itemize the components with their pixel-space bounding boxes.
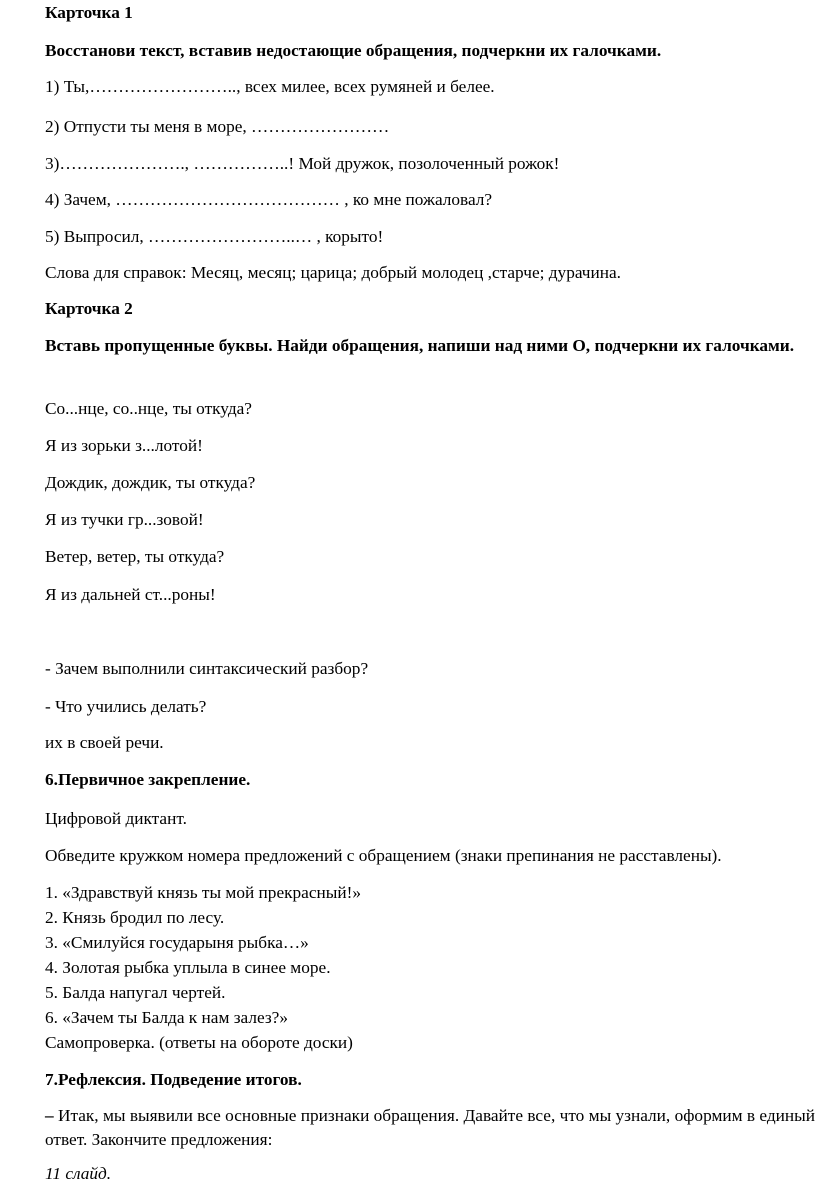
question-3: их в своей речи. bbox=[45, 733, 164, 752]
sentence-4: 4. Золотая рыбка уплыла в синее море. bbox=[45, 958, 331, 977]
card1-hint: Слова для справок: Месяц, месяц; царица; добрый молодец ,старче; дурачина. bbox=[45, 263, 621, 282]
card1-title: Карточка 1 bbox=[45, 3, 133, 22]
card2-line-5: Ветер, ветер, ты откуда? bbox=[45, 547, 225, 566]
section7-title: 7.Рефлексия. Подведение итогов. bbox=[45, 1070, 302, 1089]
card2-task: Вставь пропущенные буквы. Найди обращения, напиши над ними О, подчеркни их галочками. bbox=[45, 336, 795, 355]
card2-title: Карточка 2 bbox=[45, 299, 133, 318]
question-2: - Что учились делать? bbox=[45, 697, 207, 716]
card2-line-2: Я из зорьки з...лотой! bbox=[45, 436, 203, 455]
card1-item-2: 2) Отпусти ты меня в море, …………………… bbox=[45, 117, 390, 136]
section6-title: 6.Первичное закрепление. bbox=[45, 770, 251, 789]
sentence-2: 2. Князь бродил по лесу. bbox=[45, 908, 225, 927]
sentence-5: 5. Балда напугал чертей. bbox=[45, 983, 226, 1002]
section7-paragraph bbox=[45, 1104, 815, 1152]
sentence-1: 1. «Здравствуй князь ты мой прекрасный!» bbox=[45, 883, 361, 902]
section7-text: Итак, мы выявили все основные признаки обращения. Давайте все, что мы узнали, оформим в единый ответ. Закончите предложения: bbox=[45, 1106, 815, 1149]
sentence-6: 6. «Зачем ты Балда к нам залез?» bbox=[45, 1008, 288, 1027]
card2-line-3: Дождик, дождик, ты откуда? bbox=[45, 473, 256, 492]
card1-item-4: 4) Зачем, ………………………………… , ко мне пожаловал? bbox=[45, 190, 493, 209]
slide-note: 11 слайд. bbox=[45, 1164, 112, 1183]
card2-line-6: Я из дальней ст...роны! bbox=[45, 585, 216, 604]
self-check-note: Самопроверка. (ответы на обороте доски) bbox=[45, 1033, 353, 1052]
card1-item-5: 5) Выпросил, ……………………..… , корыто! bbox=[45, 227, 384, 246]
card1-item-3: 3)…………………., ……………..! Мой дружок, позолоченный рожок! bbox=[45, 154, 560, 173]
section6-subtitle: Цифровой диктант. bbox=[45, 809, 187, 828]
card2-line-4: Я из тучки гр...зовой! bbox=[45, 510, 204, 529]
card2-line-1: Со...нце, со..нце, ты откуда? bbox=[45, 399, 252, 418]
question-1: - Зачем выполнили синтаксический разбор? bbox=[45, 659, 369, 678]
card1-task: Восстанови текст, вставив недостающие обращения, подчеркни их галочками. bbox=[45, 41, 662, 60]
sentence-3: 3. «Смилуйся государыня рыбка…» bbox=[45, 933, 309, 952]
card1-item-1: 1) Ты,…………………….., всех милее, всех румяней и белее. bbox=[45, 77, 495, 96]
section6-instruction: Обведите кружком номера предложений с обращением (знаки препинания не расставлены). bbox=[45, 846, 722, 865]
em-dash: – bbox=[45, 1106, 54, 1125]
